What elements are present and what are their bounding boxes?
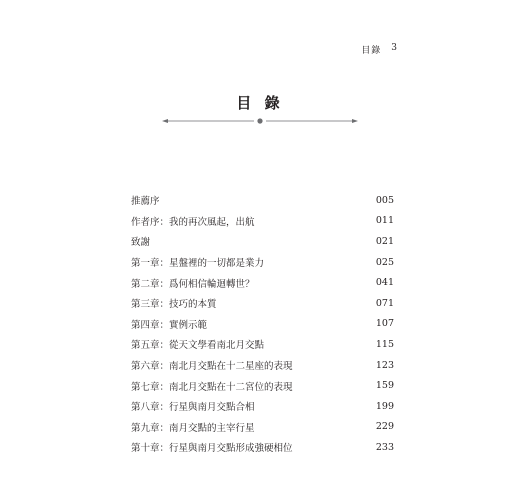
toc-entry-label: 第六章：南北月交點在十二星座的表現	[131, 361, 293, 373]
header-page-number: 3	[391, 43, 398, 53]
toc-entry[interactable]	[131, 396, 394, 417]
title-ornament	[162, 116, 358, 126]
toc-entry-page: 021	[375, 235, 394, 247]
page-title: 目 錄	[236, 94, 284, 112]
toc-entry[interactable]	[131, 190, 394, 211]
toc-entry-label: 第九章：南月交點的主宰行星	[131, 422, 255, 434]
toc-entry[interactable]	[131, 252, 394, 273]
toc-entry[interactable]	[131, 334, 394, 355]
toc-entry-page: 005	[375, 194, 394, 206]
toc-entry-label: 推薦序	[131, 196, 160, 208]
toc-entry-page: 025	[375, 256, 394, 268]
toc-entry-page: 011	[375, 215, 394, 227]
toc-entry-page: 041	[375, 277, 394, 289]
toc-entry-page: 233	[375, 441, 394, 453]
toc-entry-label: 第五章：從天文學看南北月交點	[131, 340, 265, 352]
header-section: 目錄	[361, 46, 382, 56]
toc-entry-label: 第一章：星盤裡的一切都是業力	[131, 258, 265, 270]
toc-entry-label: 致謝	[131, 237, 151, 249]
toc-entry[interactable]	[131, 272, 394, 293]
toc-entry[interactable]	[131, 314, 394, 335]
table-of-contents	[131, 190, 394, 458]
toc-entry-label: 第二章：爲何相信輪迴轉世？	[131, 278, 255, 290]
running-header	[361, 43, 398, 56]
toc-entry[interactable]	[131, 231, 394, 252]
toc-entry-label: 作者序：我的再次風起，出航	[131, 216, 255, 228]
toc-entry-page: 199	[375, 400, 394, 412]
toc-entry-label: 第十章：行星與南月交點形成強硬相位	[131, 443, 293, 455]
toc-entry-page: 229	[375, 421, 394, 433]
toc-entry-label: 第三章：技巧的本質	[131, 299, 217, 311]
toc-entry[interactable]	[131, 211, 394, 232]
toc-entry[interactable]	[131, 355, 394, 376]
toc-entry[interactable]	[131, 375, 394, 396]
toc-entry-label: 第八章：行星與南月交點合相	[131, 402, 255, 414]
toc-entry-page: 107	[375, 318, 394, 330]
toc-entry-page: 115	[375, 338, 394, 350]
toc-entry[interactable]	[131, 417, 394, 438]
toc-entry-page: 123	[375, 359, 394, 371]
toc-entry-page: 159	[375, 380, 394, 392]
toc-entry[interactable]	[131, 437, 394, 458]
toc-entry[interactable]	[131, 293, 394, 314]
toc-entry-label: 第七章：南北月交點在十二宮位的表現	[131, 381, 293, 393]
toc-entry-page: 071	[375, 297, 394, 309]
toc-entry-label: 第四章：實例示範	[131, 319, 208, 331]
